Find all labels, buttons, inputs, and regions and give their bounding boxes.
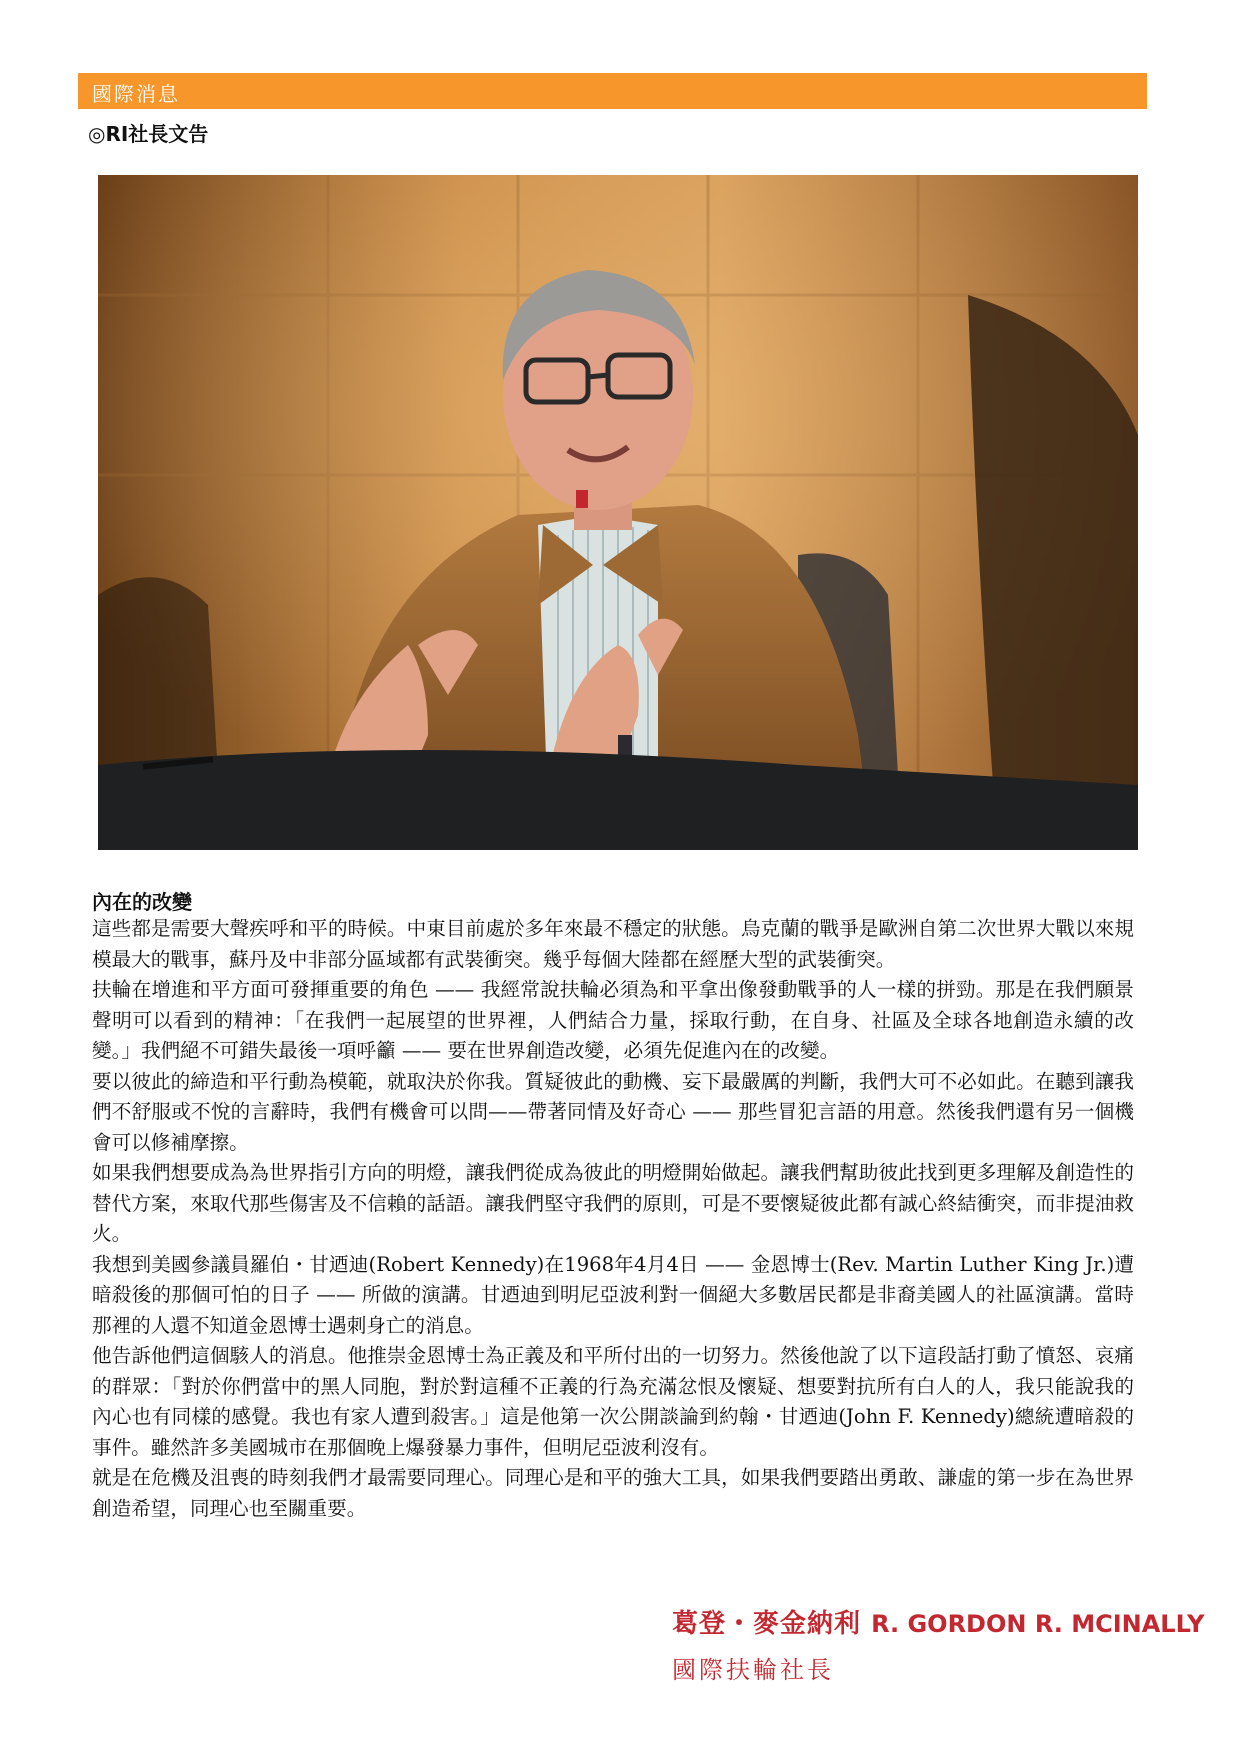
article-body xyxy=(92,914,1134,1524)
signature-name-zh: 葛登・麥金納利 xyxy=(672,1609,862,1639)
article-paragraph: 這些都是需要大聲疾呼和平的時候。中東目前處於多年來最不穩定的狀態。烏克蘭的戰爭是歐洲自第二次世界大戰以來規模最大的戰事，蘇丹及中非部分區域都有武裝衝突。幾乎每個大陸都在經歷大型的武裝衝突。 xyxy=(92,917,1134,971)
signature-name-en: R. GORDON R. MCINALLY xyxy=(871,1610,1205,1638)
signature-name xyxy=(672,1603,1205,1640)
speaker-photo xyxy=(98,175,1138,850)
article-paragraph: 扶輪在增進和平方面可發揮重要的角色 —— 我經常說扶輪必須為和平拿出像發動戰爭的人一樣的拼勁。那是在我們願景聲明可以看到的精神：「在我們一起展望的世界裡，人們結合力量，採取行動，在自身、社區及全球各地創造永續的改變。」我們絕不可錯失最後一項呼籲 —— 要在世界創造改變，必須先促進內在的改變。 xyxy=(92,978,1134,1062)
subsection-title: ◎RI社長文告 xyxy=(88,122,209,146)
article-heading: 內在的改變 xyxy=(92,890,192,914)
article-paragraph: 如果我們想要成為為世界指引方向的明燈，讓我們從成為彼此的明燈開始做起。讓我們幫助彼此找到更多理解及創造性的替代方案，來取代那些傷害及不信賴的話語。讓我們堅守我們的原則，可是不要懷疑彼此都有誠心終結衝突，而非提油救火。 xyxy=(92,1161,1134,1245)
article-paragraph: 他告訴他們這個駭人的消息。他推崇金恩博士為正義及和平所付出的一切努力。然後他說了以下這段話打動了憤怒、哀痛的群眾：「對於你們當中的黑人同胞，對於對這種不正義的行為充滿忿恨及懷疑、想要對抗所有白人的人，我只能說我的內心也有同樣的感覺。我也有家人遭到殺害。」這是他第一次公開談論到約翰・甘迺迪(John F. Kennedy)總統遭暗殺的事件。雖然許多美國城市在那個晚上爆發暴力事件，但明尼亞波利沒有。 xyxy=(92,1344,1134,1459)
signature-block xyxy=(672,1603,1205,1685)
section-header-bar xyxy=(78,73,1147,109)
article-paragraph: 要以彼此的締造和平行動為模範，就取決於你我。質疑彼此的動機、妄下最嚴厲的判斷，我們大可不必如此。在聽到讓我們不舒服或不悅的言辭時，我們有機會可以問——帶著同情及好奇心 —— 那些冒犯言語的用意。然後我們還有另一個機會可以修補摩擦。 xyxy=(92,1069,1134,1154)
article-paragraph: 就是在危機及沮喪的時刻我們才最需要同理心。同理心是和平的強大工具，如果我們要踏出勇敢、謙虛的第一步在為世界創造希望，同理心也至關重要。 xyxy=(92,1466,1134,1520)
section-label: 國際消息 xyxy=(92,82,180,106)
article-paragraph: 我想到美國參議員羅伯・甘迺迪(Robert Kennedy)在1968年4月4日 —— 金恩博士(Rev. Martin Luther King Jr.)遭暗殺後的那個可怕的日子 —— 所做的演講。甘迺迪到明尼亞波利對一個絕大多數居民都是非裔美國人的社區演講。當時那裡的人還不知道金恩博士遇刺身亡的消息。 xyxy=(92,1252,1134,1337)
speaker-photo-illustration xyxy=(98,175,1138,850)
signature-title: 國際扶輪社長 xyxy=(672,1656,834,1684)
